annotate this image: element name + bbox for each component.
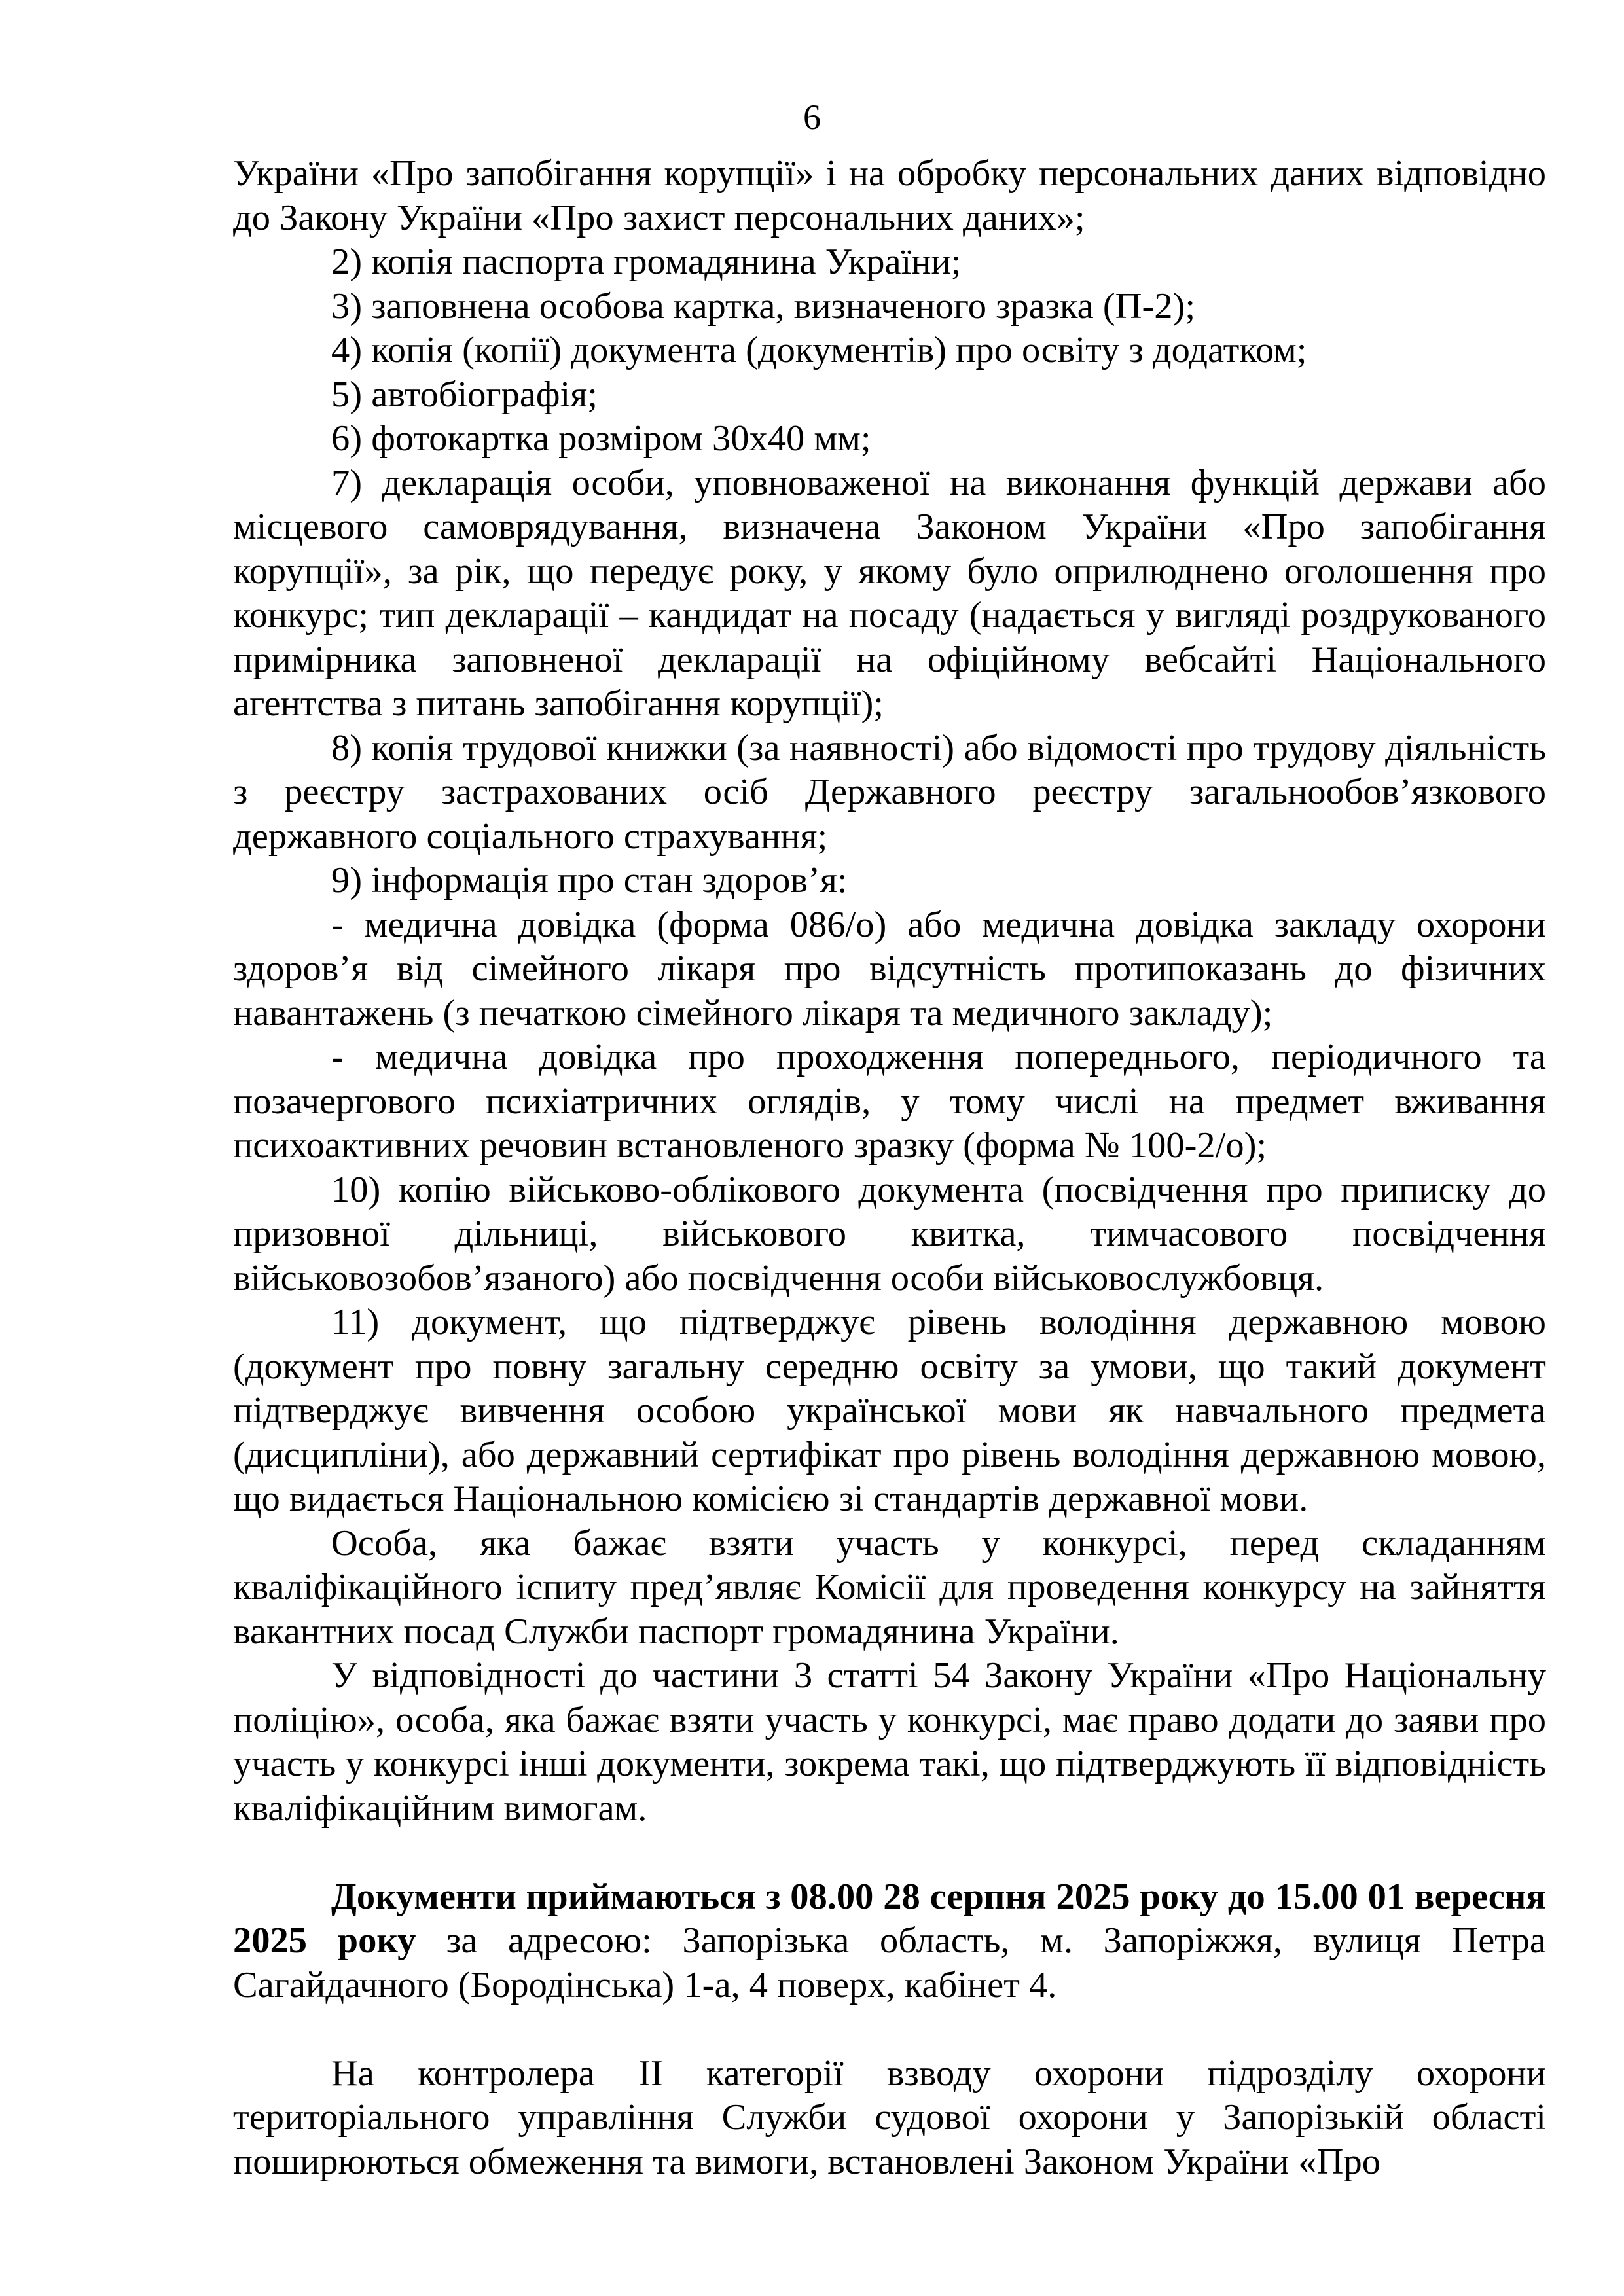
list-item-passport-copy: 2) копія паспорта громадянина України;	[331, 242, 962, 282]
list-subitem-medical-certificate: - медична довідка (форма 086/о) або медична довідка закладу охорони здоров’я від сімейного лікаря про відсутність протипоказань до фізичних навантажень (з печаткою сімейного лікаря та медичного закладу);	[233, 904, 1546, 1033]
paragraph-consent-continuation: України «Про запобігання корупції» і на обробку персональних даних відповідно до Закону України «Про захист персональних даних»;	[233, 153, 1546, 238]
list-item-autobiography: 5) автобіографія;	[331, 374, 598, 415]
spacer	[233, 2007, 1546, 2052]
list-item-declaration: 7) декларація особи, уповноваженої на виконання функцій держави або місцевого самоврядування, визначена Законом України «Про запобігання корупції», за рік, що передує року, у якому було оприлюднено оголошення про конкурс; тип декларації – кандидат на посаду (надається у вигляді роздрукованого примірника заповненої декларації на офіційному вебсайті Національного агентства з питань запобігання корупції);	[233, 462, 1546, 724]
list-subitem-psychiatric-exam: - медична довідка про проходження попереднього, періодичного та позачергового психіатричних оглядів, у тому числі на предмет вживання психоактивних речовин встановленого зразку (форма № 100-2/о);	[233, 1037, 1546, 1166]
paragraph-passport-presentation: Особа, яка бажає взяти участь у конкурсі, перед складанням кваліфікаційного іспиту пред’являє Комісії для проведення конкурсу на зайняття вакантних посад Служби паспорт громадянина України.	[233, 1522, 1546, 1652]
paragraph-documents-notice	[233, 1875, 1546, 2008]
list-item-personal-card: 3) заповнена особова картка, визначеного зразка (П-2);	[331, 285, 1196, 327]
spacer	[233, 1831, 1546, 1875]
documents-deadline-bold: Документи приймаються з 08.00 28 серпня 2025 року до 15.00 01 вересня 2025 року	[233, 1876, 1546, 1961]
list-item-employment-record: 8) копія трудової книжки (за наявності) або відомості про трудову діяльність з реєстру застрахованих осіб Державного реєстру загальнообов’язкового державного соціального страхування;	[233, 727, 1546, 857]
paragraph-restrictions: На контролера ІІ категорії взводу охорони підрозділу охорони територіального управління Служби судової охорони у Запорізькій області поширюються обмеження та вимоги, встановлені Законом України «Про	[233, 2053, 1546, 2182]
paragraph-additional-documents: У відповідності до частини 3 статті 54 Закону України «Про Національну поліцію», особа, яка бажає взяти участь у конкурсі, має право додати до заяви про участь у конкурсі інші документи, зокрема такі, що підтверджують її відповідність кваліфікаційним вимогам.	[233, 1655, 1546, 1829]
list-item-health-info: 9) інформація про стан здоров’я:	[331, 860, 848, 901]
list-item-photo: 6) фотокартка розміром 30х40 мм;	[331, 418, 871, 459]
list-item-education-document: 4) копія (копії) документа (документів) про освіту з додатком;	[331, 330, 1307, 370]
documents-address: за адресою: Запорізька область, м. Запоріжжя, вулиця Петра Сагайдачного (Бородінська) 1-а, 4 поверх, кабінет 4.	[233, 1920, 1547, 2005]
page-number: 6	[803, 98, 821, 137]
list-item-military-document: 10) копію військово-облікового документа (посвідчення про приписку до призовної дільниці, військового квитка, тимчасового посвідчення військовозобов’язаного) або посвідчення особи військовослужбовця.	[233, 1169, 1546, 1299]
document-body	[233, 152, 1546, 2184]
list-item-language-proficiency: 11) документ, що підтверджує рівень володіння державною мовою (документ про повну загальну середню освіту за умови, що такий документ підтверджує вивчення особою української мови як навчального предмета (дисципліни), або державний сертифікат про рівень володіння державною мовою, що видається Національною комісією зі стандартів державної мови.	[233, 1302, 1546, 1519]
